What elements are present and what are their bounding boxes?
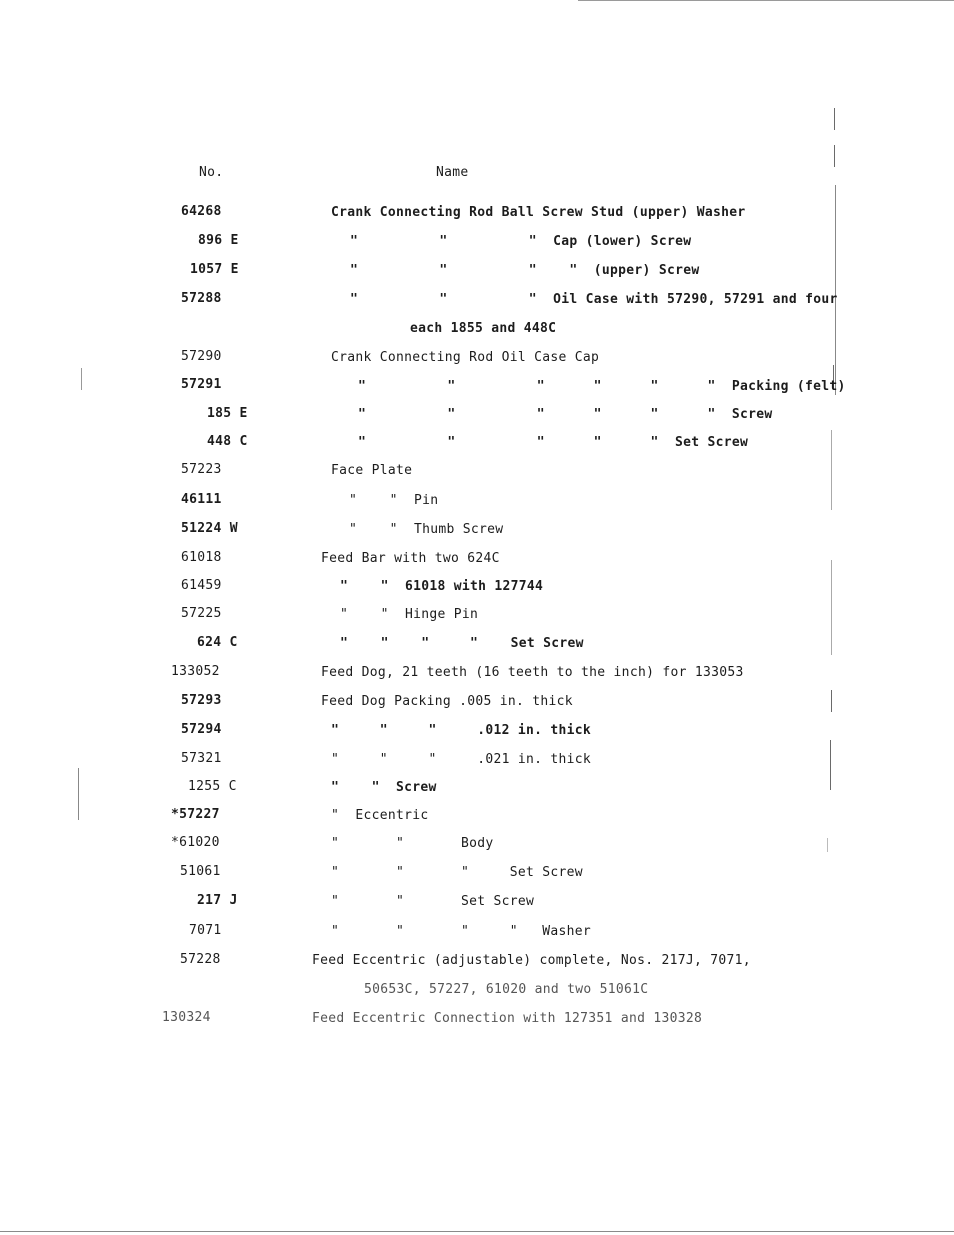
scan-mark — [834, 108, 835, 130]
header-name: Name — [436, 165, 469, 180]
part-number: 185 E — [207, 406, 248, 421]
part-number: 57223 — [181, 462, 222, 477]
part-name: " " " " Washer — [331, 924, 592, 939]
part-number: *61020 — [171, 835, 220, 850]
part-number: 61459 — [181, 578, 222, 593]
part-number: 7071 — [189, 923, 222, 938]
part-name: " Eccentric — [331, 808, 429, 823]
part-name: " " " .021 in. thick — [331, 752, 592, 767]
part-name: Crank Connecting Rod Ball Screw Stud (upper) Washer — [331, 205, 746, 220]
part-number: 130324 — [162, 1010, 211, 1025]
part-name: " " Pin — [349, 493, 439, 508]
part-number: 64268 — [181, 204, 222, 219]
part-number: *57227 — [171, 807, 220, 822]
part-name: " " 61018 with 127744 — [340, 579, 544, 594]
part-name-continuation: each 1855 and 448C — [410, 321, 557, 336]
scan-mark — [835, 185, 836, 395]
part-number: 57228 — [180, 952, 221, 967]
part-number: 57288 — [181, 291, 222, 306]
part-name: " " " Set Screw — [331, 865, 583, 880]
scan-mark — [831, 560, 832, 655]
part-name: " " " Cap (lower) Screw — [350, 234, 692, 249]
scan-mark — [81, 368, 82, 390]
part-name: " " " " (upper) Screw — [350, 263, 700, 278]
part-number: 57293 — [181, 693, 222, 708]
scan-edge-bottom — [0, 1231, 954, 1232]
part-number: 1255 C — [188, 779, 237, 794]
part-number: 57225 — [181, 606, 222, 621]
part-name: Feed Dog, 21 teeth (16 teeth to the inch) for 133053 — [321, 665, 744, 680]
header-no: No. — [199, 165, 224, 180]
part-name: Feed Eccentric Connection with 127351 and 130328 — [312, 1011, 703, 1026]
scan-mark — [831, 430, 832, 510]
part-name: " " Screw — [331, 780, 437, 795]
part-number: 217 J — [197, 893, 238, 908]
scan-mark — [827, 838, 828, 852]
part-name: " " " " " Set Screw — [358, 435, 749, 450]
part-number: 624 C — [197, 635, 238, 650]
part-number: 448 C — [207, 434, 248, 449]
part-name: Crank Connecting Rod Oil Case Cap — [331, 350, 600, 365]
part-name: " " " " Set Screw — [340, 636, 584, 651]
part-number: 51061 — [180, 864, 221, 879]
part-number: 46111 — [181, 492, 222, 507]
part-name: " " " " " " Packing (felt) — [358, 379, 846, 394]
part-number: 57321 — [181, 751, 222, 766]
part-name: " " Body — [331, 836, 494, 851]
part-number: 57294 — [181, 722, 222, 737]
part-number: 51224 W — [181, 521, 238, 536]
part-name: " " Hinge Pin — [340, 607, 479, 622]
scan-mark — [830, 740, 831, 790]
part-number: 61018 — [181, 550, 222, 565]
part-name: " " " " " " Screw — [358, 407, 773, 422]
part-number: 133052 — [171, 664, 220, 679]
part-name-continuation: 50653C, 57227, 61020 and two 51061C — [364, 982, 649, 997]
part-name: " " " Oil Case with 57290, 57291 and four — [350, 292, 838, 307]
scan-edge-top — [578, 0, 954, 1]
scan-mark — [831, 690, 832, 712]
part-number: 896 E — [198, 233, 239, 248]
scan-mark — [78, 768, 79, 820]
part-name: Feed Bar with two 624C — [321, 551, 500, 566]
part-name: " " " .012 in. thick — [331, 723, 592, 738]
part-number: 1057 E — [190, 262, 239, 277]
part-name: Feed Dog Packing .005 in. thick — [321, 694, 573, 709]
scan-mark — [834, 145, 835, 167]
part-number: 57290 — [181, 349, 222, 364]
part-number: 57291 — [181, 377, 222, 392]
part-name: " " Set Screw — [331, 894, 535, 909]
part-name: Face Plate — [331, 463, 413, 478]
part-name: " " Thumb Screw — [349, 522, 504, 537]
part-name: Feed Eccentric (adjustable) complete, Nos. 217J, 7071, — [312, 953, 751, 968]
